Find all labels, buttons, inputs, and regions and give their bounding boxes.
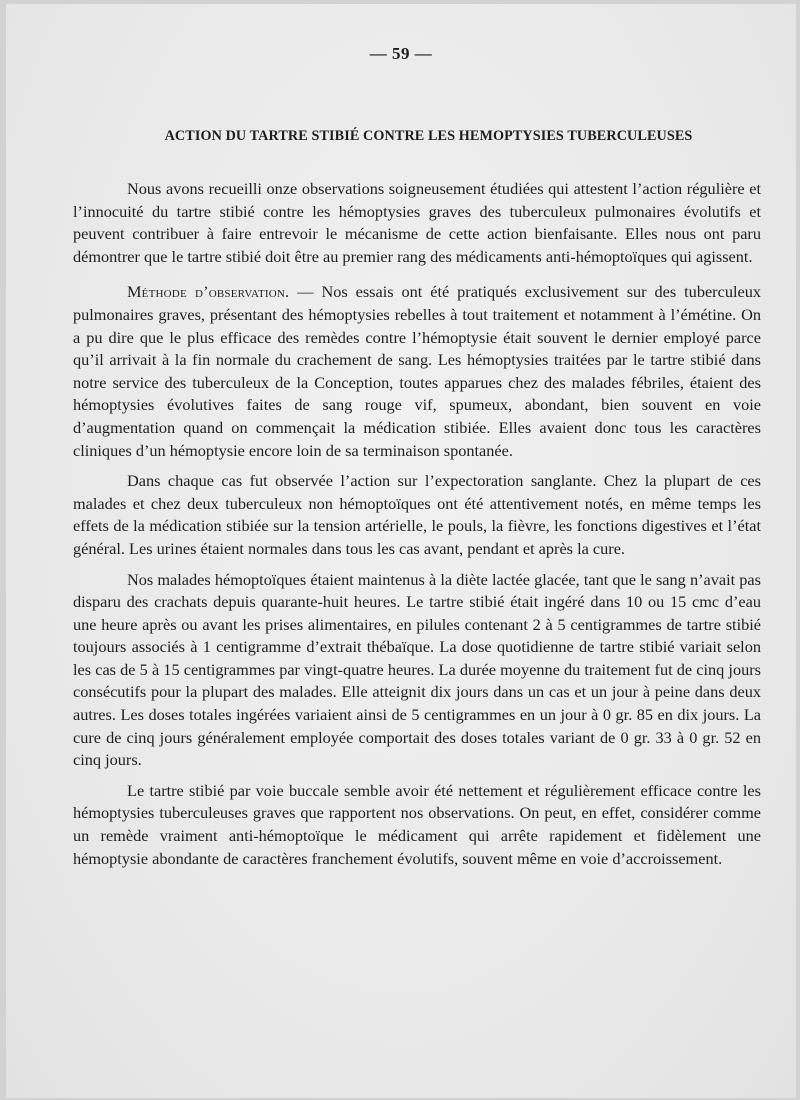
paragraph-method: [73, 281, 761, 462]
paragraph-method-text: — Nos essais ont été pratiqués exclusivement sur des tuberculeux pulmonaires graves, présentant des hémoptysies rebelles à tout traitement et notamment à l’émétine. On a pu dire que le plus efficace des remèdes contre l’hémoptysie était souvent le dernier employé parce qu’il arrivait à la fin normale du crachement de sang. Les hémoptysies traitées par le tartre stibié dans notre service des tuberculeux de la Conception, toutes apparues chez des malades fébriles, étaient des hémoptysies évolutives faites de sang rouge vif, spumeux, abondant, bien souvent en voie d’augmentation quand on commençait la médication stibiée. Elles avaient donc tous les caractères cliniques d’un hémoptysie encore loin de sa terminaison spontanée.: [73, 282, 762, 460]
paragraph-conclusion: Le tartre stibié par voie buccale semble avoir été nettement et régulièrement efficace contre les hémoptysies tuberculeuses graves que rapportent nos observations. On peut, en effet, considérer comme un remède vraiment anti-hémoptoïque le médicament qui arrête rapidement et fidèlement une hémoptysie abondante de caractères franchement évolutifs, souvent même en voie d’accroissement.: [73, 780, 761, 868]
body-text: [73, 178, 761, 878]
paragraph-intro: Nous avons recueilli onze observations soigneusement étudiées qui attestent l’action régulière et l’innocuité du tartre stibié contre les hémoptysies graves des tuberculeux pulmonaires évolutifs et peuvent contribuer à faire entrevoir le mécanisme de cette action bienfaisante. Elles nous ont paru démontrer que le tartre stibié doit être au premier rang des médicaments anti-hémoptoïques qui agissent.: [73, 179, 761, 266]
section-title: ACTION DU TARTRE STIBIÉ CONTRE LES HEMOPTYSIES TUBERCULEUSES: [164, 128, 693, 144]
paragraph-observation: Dans chaque cas fut observée l’action sur l’expectoration sanglante. Chez la plupart de ces malades et chez deux tuberculeux non hémoptoïques ont été attentivement notés, en même temps les effets de la médication stibiée sur la tension artérielle, le pouls, la fièvre, les fonctions digestives et l’état général. Les urines étaient normales dans tous les cas avant, pendant et après la cure.: [73, 471, 761, 558]
page-number: — 59 —: [369, 44, 433, 63]
paragraph-method-lead: Méthode d’observation.: [127, 282, 290, 302]
paragraph-protocol: Nos malades hémoptoïques étaient maintenus à la diète lactée glacée, tant que le sang n’avait pas disparu des crachats depuis quarante-huit heures. Le tartre stibié était ingéré dans 10 ou 15 cmc d’eau une heure après ou avant les prises alimentaires, en pilules contenant 2 à 5 centigrammes de tartre stibié toujours associés à 1 centigramme d’extrait thébaïque. La dose quotidienne de tartre stibié variait selon les cas de 5 à 15 centigrammes par vingt-quatre heures. La durée moyenne du traitement fut de cinq jours consécutifs pour la plupart des malades. Elle atteignit dix jours dans un cas et un jour à peine dans deux autres. Les doses totales ingérées variaient ainsi de 5 centigrammes en un jour à 0 gr. 85 en dix jours. La cure de cinq jours généralement employée comportait des doses totales variant de 0 gr. 33 à 0 gr. 52 en cinq jours.: [73, 569, 761, 770]
document-page: [6, 4, 796, 1098]
